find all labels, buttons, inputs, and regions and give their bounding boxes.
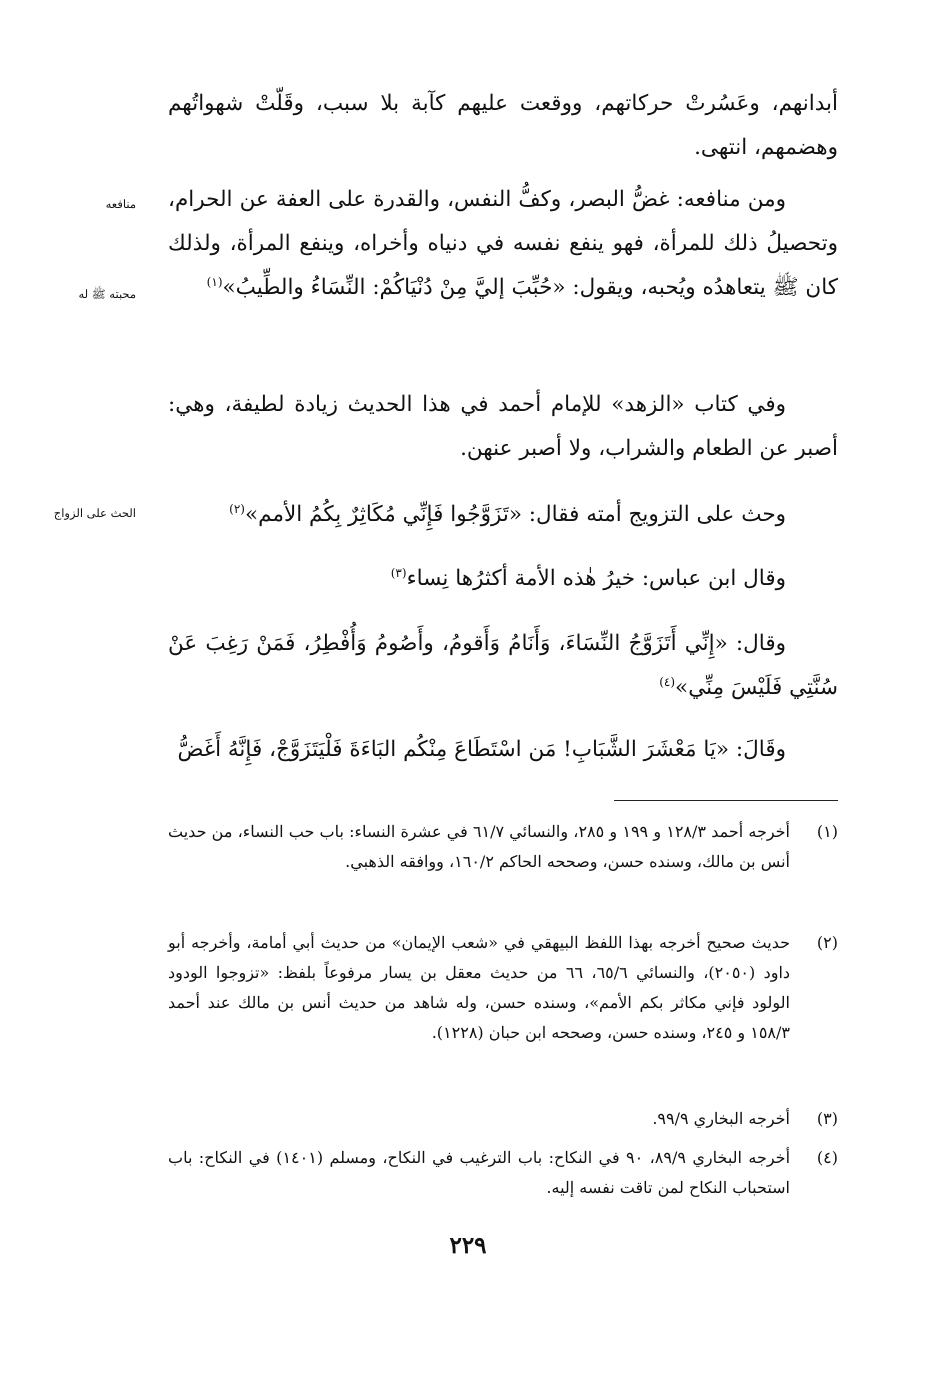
paragraph-marriage-exhortation — [168, 493, 838, 537]
footnote-ref[interactable]: (٢) — [229, 501, 245, 516]
footnote-text: أخرجه البخاري ٨٩/٩، ٩٠ في النكاح: باب الترغيب في النكاح، ومسلم (١٤٠١) في النكاح: باب استحباب النكاح لمن تاقت نفسه إليه. — [168, 1148, 791, 1197]
footnote-divider — [614, 800, 838, 801]
paragraph-youth — [168, 728, 838, 772]
paragraph-text: وقَالَ: «يَا مَعْشَرَ الشَّبَابِ! مَن اسْتَطَاعَ مِنْكُم البَاءَةَ فَلْيَتَزَوَّجْ، فَإِنَّهُ أَغَضُّ — [177, 737, 786, 762]
paragraph-benefits — [168, 178, 838, 310]
paragraph-body: وحث على التزويج أمته فقال: «تَزَوَّجُوا فَإِنِّي مُكَاثِرٌ بِكُمُ الأمم» — [244, 502, 786, 527]
paragraph-text — [168, 622, 838, 710]
footnote-number: (٢) — [816, 933, 838, 952]
paragraph-continuation — [168, 82, 838, 170]
paragraph-zuhd — [168, 383, 838, 471]
footnote-text: أخرجه البخاري ٩٩/٩. — [652, 1109, 790, 1128]
footnote-ref[interactable]: (٣) — [390, 565, 407, 580]
page-number: ٢٢٩ — [449, 1232, 487, 1259]
paragraph-ibn-abbas — [168, 557, 838, 601]
paragraph-body: وقال: «إِنِّي أَتَزَوَّجُ النِّسَاءَ، وَأَنَامُ وَأَقومُ، وأَصُومُ وَأُفْطِرُ، فَمَنْ رَغِبَ عَنْ سُنَّتِي فَلَيْسَ مِنِّي» — [168, 631, 838, 700]
footnote-2 — [168, 928, 838, 1048]
margin-note-benefits: منافعه — [105, 197, 136, 211]
margin-note-love: محبته ﷺ له — [78, 287, 136, 301]
paragraph-text: وفي كتاب «الزهد» للإمام أحمد في هذا الحديث زيادة لطيفة، وهي: أصبر عن الطعام والشراب، ولا أصبر عنهن. — [168, 392, 838, 461]
margin-note-marriage: الحث على الزواج — [53, 506, 136, 520]
footnote-text: أخرجه أحمد ١٢٨/٣ و ١٩٩ و ٢٨٥، والنسائي ٦١/٧ في عشرة النساء: باب حب النساء، من حديث أنس بن مالك، وسنده حسن، وصححه الحاكم ١٦٠/٢، ووافقه الذهبي. — [168, 822, 790, 871]
paragraph-text — [168, 557, 838, 601]
footnote-number: (١) — [816, 822, 838, 841]
footnote-number: (٤) — [816, 1148, 838, 1167]
footnote-3 — [168, 1104, 838, 1134]
footnote-text: حديث صحيح أخرجه بهذا اللفظ البيهقي في «شعب الإيمان» من حديث أبي أمامة، وأخرجه أبو داود (٢٠٥٠)، والنسائي ٦٥/٦، ٦٦ من حديث معقل بن يسار مرفوعاً بلفظ: «تزوجوا الودود الولود فإني مكاثر بكم الأمم»، وسنده حسن، وله شاهد من حديث أنس بن مالك عند أحمد ١٥٨/٣ و ٢٤٥، وسنده حسن، وصححه ابن حبان (١٢٢٨). — [168, 933, 791, 1042]
footnote-ref[interactable]: (٤) — [659, 674, 676, 689]
paragraph-text — [168, 493, 838, 537]
footnote-ref[interactable]: (١) — [206, 274, 223, 289]
paragraph-body: ومن منافعه: غضُّ البصر، وكفُّ النفس، والقدرة على العفة عن الحرام، وتحصيلُ ذلك للمرأة، فهو ينفع نفسه في دنياه وأخراه، وينفع المرأة، ولذلك كان ﷺ يتعاهدُه ويُحبه، ويقول: «حُبِّبَ إليَّ مِنْ دُنْيَاكُمْ: النِّسَاءُ والطِّيبُ» — [168, 187, 838, 300]
paragraph-sunnah — [168, 622, 838, 710]
paragraph-text: أبدانهم، وعَسُرتْ حركاتهم، ووقعت عليهم كآبة بلا سبب، وقَلّتْ شهواتُهم وهضمهم، انتهى. — [168, 91, 838, 160]
footnote-1 — [168, 817, 838, 877]
footnote-4 — [168, 1143, 838, 1203]
paragraph-text — [168, 178, 838, 310]
paragraph-body: وقال ابن عباس: خيرُ هٰذه الأمة أكثرُها نِساء — [406, 566, 786, 591]
footnote-number: (٣) — [816, 1109, 838, 1128]
